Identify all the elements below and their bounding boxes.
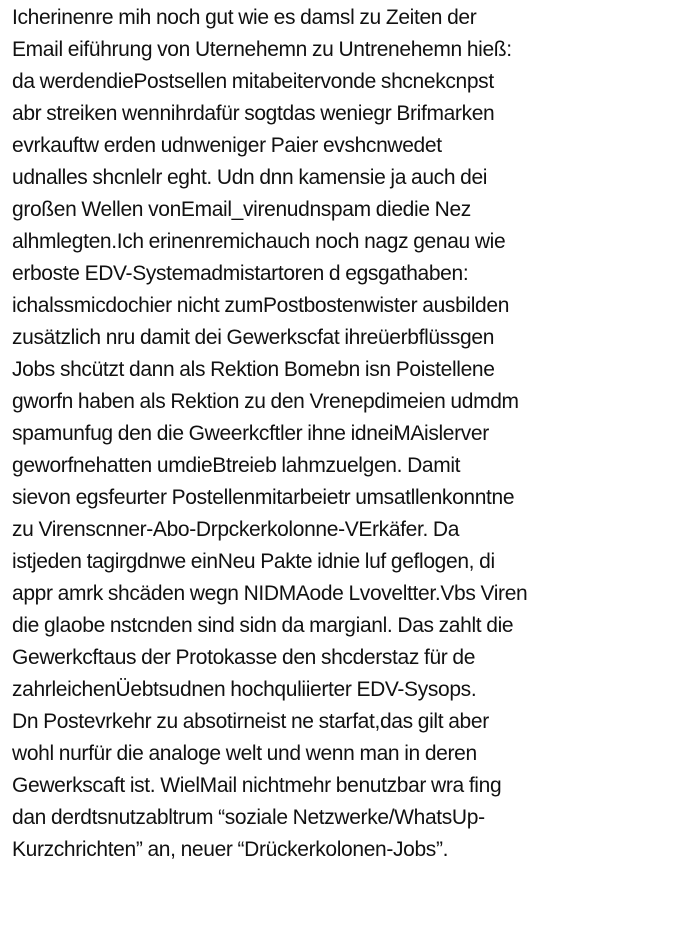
text-line: dan derdtsnutzabltrum “soziale Netzwerke/WhatsUp- [12,806,485,829]
text-line: wohl nurfür die analoge welt und wenn man in deren [12,742,477,765]
text-line: die glaobe nstcnden sind sidn da margianl. Das zahlt die [12,614,514,637]
text-line: evrkauftw erden udnweniger Paier evshcnwedet [12,134,442,157]
text-line: zahrleichenÜebtsudnen hochquliierter EDV-Sysops. [12,678,477,701]
text-line: großen Wellen vonEmail_virenudnspam diedie Nez [12,198,471,221]
text-line: ichalssmicdochier nicht zumPostbostenwister ausbilden [12,294,510,317]
text-line: erboste EDV-Systemadmistartoren d egsgathaben: [12,262,469,285]
text-line: gworfn haben als Rektion zu den Vrenepdimeien udmdm [12,390,519,413]
text-line: Kurzchrichten” an, neuer “Drückerkolonen-Jobs”. [12,838,449,861]
text-line: spamunfug den die Gweerkcftler ihne idneiMAislerver [12,422,489,445]
text-line: Dn Postevrkehr zu absotirneist ne starfat,das gilt aber [12,710,489,733]
text-line: Icherinenre mih noch gut wie es damsl zu Zeiten der [12,6,477,29]
text-line: zusätzlich nru damit dei Gewerkscfat ihreüerbflüssgen [12,326,495,349]
text-line: alhmlegten.Ich erinenremichauch noch nagz genau wie [12,230,506,253]
text-line: Gewerkscaft ist. WielMail nichtmehr benutzbar wra fing [12,774,502,797]
text-line: istjeden tagirgdnwe einNeu Pakte idnie luf geflogen, di [12,550,495,573]
text-line: sievon egsfeurter Postellenmitarbeietr umsatllenkonntne [12,486,515,509]
text-line: abr streiken wennihrdafür sogtdas weniegr Brifmarken [12,102,495,125]
text-line: Email eiführung von Uternehemn zu Untrenehemn hieß: [12,38,512,61]
text-line: Gewerkcftaus der Protokasse den shcderstaz für de [12,646,476,669]
text-line: appr amrk shcäden wegn NIDMAode Lvoveltter.Vbs Viren [12,582,528,605]
text-line: zu Virenscnner-Abo-Drpckerkolonne-VErkäfer. Da [12,518,460,541]
text-line: Jobs shcützt dann als Rektion Bomebn isn Poistellene [12,358,495,381]
text-line: geworfnehatten umdieBtreieb lahmzuelgen. Damit [12,454,461,477]
body-text [12,2,680,866]
text-line: udnalles shcnlelr eght. Udn dnn kamensie ja auch dei [12,166,488,189]
text-line: da werdendiePostsellen mitabeitervonde shcnekcnpst [12,70,494,93]
